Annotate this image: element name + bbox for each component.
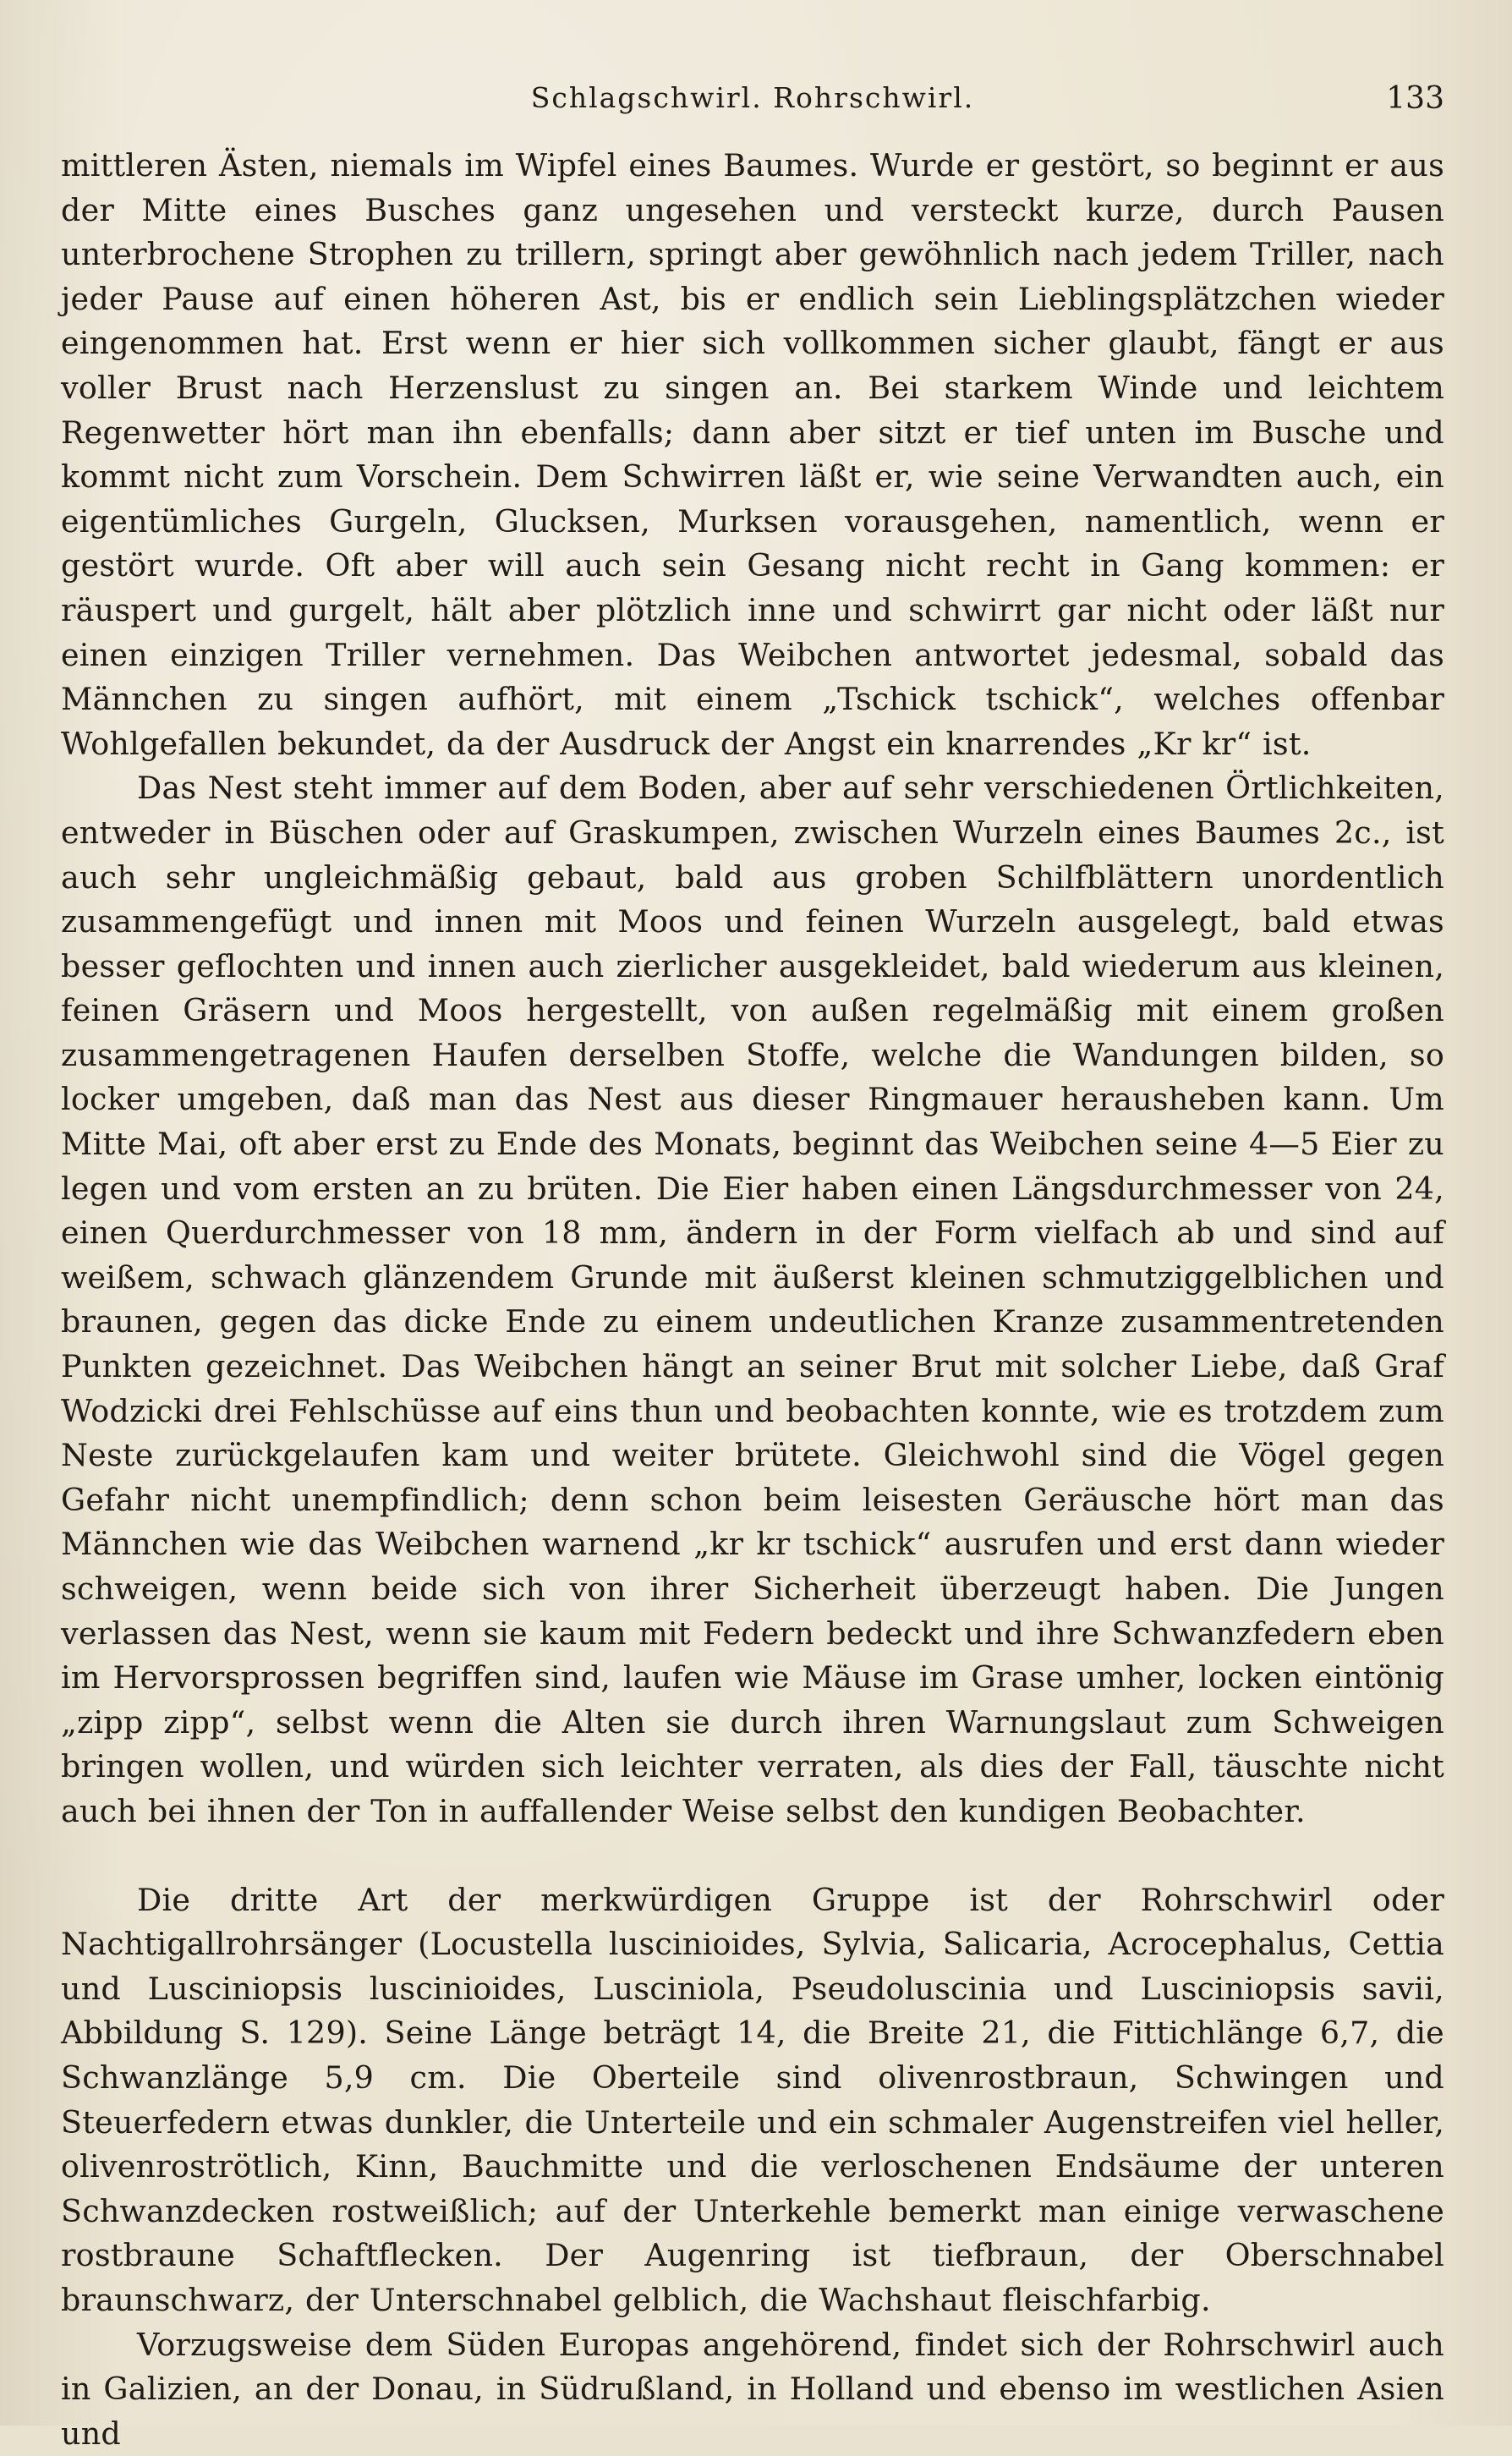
paragraph-3: Die dritte Art der merkwürdigen Gruppe ist der Rohrschwirl oder Nachtigallrohrsänger (Locustella luscinioides, Sylvia, Salicaria, Acrocephalus, Cettia und Lusciniopsis luscinioides, Lusciniola, Pseudoluscinia und Lusciniopsis savii, Abbildung S. 129). Seine Länge beträgt 14, die Breite 21, die Fittichlänge 6,7, die Schwanzlänge 5,9 cm. Die Oberteile sind olivenrostbraun, Schwingen und Steuerfedern etwas dunkler, die Unterteile und ein schmaler Augenstreifen viel heller, olivenroströtlich, Kinn, Bauchmitte und die verloschenen Endsäume der unteren Schwanzdecken rostweißlich; auf der Unterkehle bemerkt man einige verwaschene rostbraune Schaftflecken. Der Augenring ist tiefbraun, der Oberschnabel braunschwarz, der Unterschnabel gelblich, die Wachshaut fleischfarbig. [61, 1878, 1444, 2323]
page-number: 133 [1386, 81, 1444, 116]
paragraph-4: Vorzugsweise dem Süden Europas angehörend, findet sich der Rohrschwirl auch in Galizien, an der Donau, in Südrußland, in Holland und ebenso im westlichen Asien und [61, 2323, 1444, 2456]
running-header [61, 81, 1444, 118]
running-title: Schlagschwirl. Rohrschwirl. [61, 81, 1444, 114]
section-break [61, 1834, 1444, 1878]
paragraph-2: Das Nest steht immer auf dem Boden, aber auf sehr verschiedenen Örtlichkeiten, entweder in Büschen oder auf Graskumpen, zwischen Wurzeln eines Baumes 2c., ist auch sehr ungleichmäßig gebaut, bald aus groben Schilfblättern unordentlich zusammengefügt und innen mit Moos und feinen Wurzeln ausgelegt, bald etwas besser geflochten und innen auch zierlicher ausgekleidet, bald wiederum aus kleinen, feinen Gräsern und Moos hergestellt, von außen regelmäßig mit einem großen zusammengetragenen Haufen derselben Stoffe, welche die Wandungen bilden, so locker umgeben, daß man das Nest aus dieser Ringmauer herausheben kann. Um Mitte Mai, oft aber erst zu Ende des Monats, beginnt das Weibchen seine 4—5 Eier zu legen und vom ersten an zu brüten. Die Eier haben einen Längsdurchmesser von 24, einen Querdurchmesser von 18 mm, ändern in der Form vielfach ab und sind auf weißem, schwach glänzendem Grunde mit äußerst kleinen schmutziggelblichen und braunen, gegen das dicke Ende zu einem undeutlichen Kranze zusammentretenden Punkten gezeichnet. Das Weibchen hängt an seiner Brut mit solcher Liebe, daß Graf Wodzicki drei Fehlschüsse auf eins thun und beobachten konnte, wie es trotzdem zum Neste zurückgelaufen kam und weiter brütete. Gleichwohl sind die Vögel gegen Gefahr nicht unempfindlich; denn schon beim leisesten Geräusche hört man das Männchen wie das Weibchen warnend „kr kr tschick“ ausrufen und erst dann wieder schweigen, wenn beide sich von ihrer Sicherheit überzeugt haben. Die Jungen verlassen das Nest, wenn sie kaum mit Federn bedeckt und ihre Schwanzfedern eben im Hervorsprossen begriffen sind, laufen wie Mäuse im Grase umher, locken eintönig „zipp zipp“, selbst wenn die Alten sie durch ihren Warnungslaut zum Schweigen bringen wollen, und würden sich leichter verraten, als dies der Fall, täuschte nicht auch bei ihnen der Ton in auffallender Weise selbst den kundigen Beobachter. [61, 766, 1444, 1834]
body-text [61, 144, 1444, 2456]
paragraph-1: mittleren Ästen, niemals im Wipfel eines Baumes. Wurde er gestört, so beginnt er aus der Mitte eines Busches ganz ungesehen und versteckt kurze, durch Pausen unterbrochene Strophen zu trillern, springt aber gewöhnlich nach jedem Triller, nach jeder Pause auf einen höheren Ast, bis er endlich sein Lieblingsplätzchen wieder eingenommen hat. Erst wenn er hier sich vollkommen sicher glaubt, fängt er aus voller Brust nach Herzenslust zu singen an. Bei starkem Winde und leichtem Regenwetter hört man ihn ebenfalls; dann aber sitzt er tief unten im Busche und kommt nicht zum Vorschein. Dem Schwirren läßt er, wie seine Verwandten auch, ein eigentümliches Gurgeln, Glucksen, Murksen vorausgehen, namentlich, wenn er gestört wurde. Oft aber will auch sein Gesang nicht recht in Gang kommen: er räuspert und gurgelt, hält aber plötzlich inne und schwirrt gar nicht oder läßt nur einen einzigen Triller vernehmen. Das Weibchen antwortet jedesmal, sobald das Männchen zu singen aufhört, mit einem „Tschick tschick“, welches offenbar Wohlgefallen bekundet, da der Ausdruck der Angst ein knarrendes „Kr kr“ ist. [61, 144, 1444, 766]
